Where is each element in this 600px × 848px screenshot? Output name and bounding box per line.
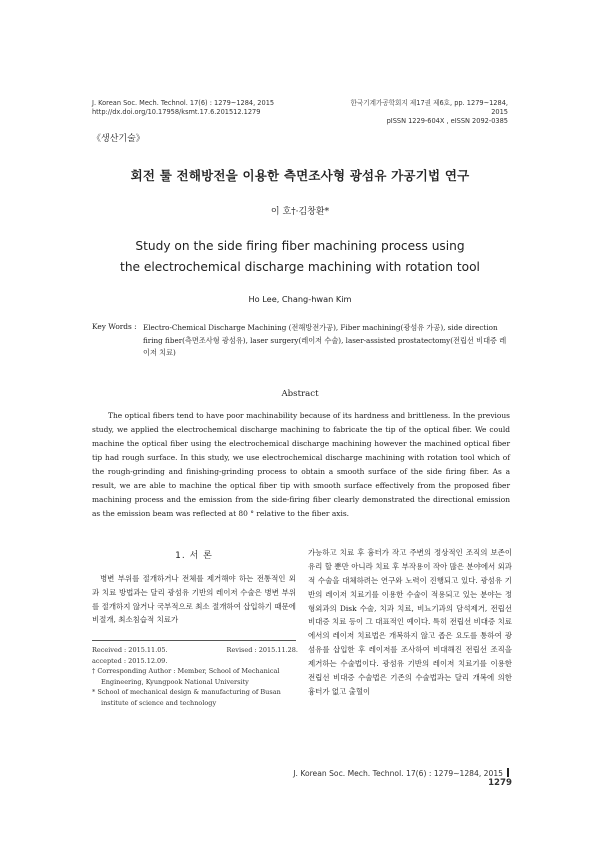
abstract-heading: Abstract: [281, 389, 319, 399]
korean-authors: 이 호†·김창환*: [270, 207, 330, 217]
keywords-text: Electro-Chemical Discharge Machining (전해방전가공), Fiber machining(광섬유 가공), side direction firing fiber(측면조사형 광섬유), laser surgery(레이저 수술), laser-assisted prostatectomy(전립선 비대증 레이저 치료): [143, 323, 507, 358]
article-category: 《생산기술》: [92, 134, 145, 144]
affiliation-note: * School of mechanical design & manufacturing of Busan institute of science and technology: [92, 688, 281, 707]
keywords-label: Key Words :: [92, 322, 137, 331]
footer-separator: [507, 768, 509, 777]
english-title-line-2: the electrochemical discharge machining with rotation tool: [120, 260, 480, 274]
received-date: Received : 2015.11.05.: [92, 646, 168, 654]
footnotes: [92, 645, 298, 709]
running-header-right: [340, 99, 508, 126]
english-title: [80, 236, 520, 278]
footnote-divider: [92, 640, 296, 641]
english-title-line-1: Study on the side firing fiber machining process using: [135, 239, 465, 253]
revised-date: Revised : 2015.11.28.: [226, 646, 298, 654]
doi-link[interactable]: http://dx.doi.org/10.17958/ksmt.17.6.201512.1279: [92, 108, 261, 116]
korean-title: 회전 툴 전해방전을 이용한 측면조사형 광섬유 가공기법 연구: [130, 168, 470, 183]
page-number: 1279: [488, 778, 512, 788]
page-footer: [280, 768, 512, 788]
abstract-body: The optical fibers tend to have poor machinability because of its hardness and brittleness. In the previous study, we applied the electrochemical discharge machining to fabricate the tip of the optical fiber. We could machine the optical fiber using the electrochemical discharge machining however the machined optical fiber tip had rough surface. In this study, we use electrochemical discharge machining with rotation tool which of the rough-grinding and finishing-grinding process to obtain a smooth surface of the side firing fiber. As a result, we are able to machine the optical fiber tip with smooth surface effectively from the proposed fiber machining process and the emission from the side-firing fiber clearly demonstrated the directional emission as the emission beam was reflected at 80 ° relative to the fiber axis.: [92, 411, 510, 518]
corresponding-author-note: † Corresponding Author : Member, School of Mechanical Engineering, Kyungpook National University: [92, 667, 280, 686]
running-header-left: [92, 99, 274, 117]
intro-left-column: 병변 부위를 절개하거나 전체를 제거해야 하는 전통적인 외과 치료 방법과는 달리 광섬유 기반의 레이저 수술은 병변 부위를 절개하지 않거나 국부적으로 최소 절개하여 삽입하기 때문에 비절개, 최소침습적 치료가: [92, 574, 296, 625]
section-heading: 1. 서 론: [175, 551, 213, 561]
english-authors: Ho Lee, Chang-hwan Kim: [248, 294, 352, 304]
issn-line: pISSN 1229-604X , eISSN 2092-0385: [386, 117, 508, 125]
footer-citation: J. Korean Soc. Mech. Technol. 17(6) : 1279~1284, 2015: [293, 769, 503, 778]
intro-right-column: 가능하고 치료 후 흉터가 작고 주변의 정상적인 조직의 보존이 유리 할 뿐만 아니라 치료 후 부작용이 작아 많은 분야에서 외과적 수술을 대체하려는 연구와 노력이 진행되고 있다. 광섬유 기반의 레이저 치료기를 이용한 수술이 적용되고 있는 분야는 정형외과의 Disk 수술, 치과 치료, 비뇨기과의 담석제거, 전립선 비대증 치료 등이 그 대표적인 예이다. 특히 전립선 비대증 치료에서의 레이저 치료법은 개복하지 않고 좁은 요도를 통하여 광섬유를 삽입한 후 레이저를 조사하여 비대해진 전립선 조직을 제거하는 수술법이다. 광섬유 기반의 레이저 치료기를 이용한 전립선 비대증 수술법은 기존의 수술법과는 달리 개복에 의한 흉터가 없고 출혈이: [308, 548, 512, 696]
journal-citation-korean: 한국기계가공학회지 제17권 제6호, pp. 1279~1284, 2015: [350, 99, 508, 116]
journal-citation: J. Korean Soc. Mech. Technol. 17(6) : 1279~1284, 2015: [92, 99, 275, 107]
accepted-date: accepted : 2015.12.09.: [92, 656, 168, 665]
footnote-dates: [92, 645, 298, 656]
